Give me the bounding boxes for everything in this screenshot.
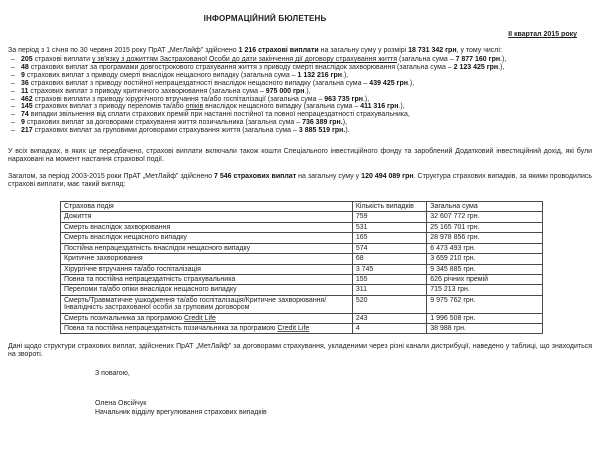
bullet-dash: –	[11, 71, 15, 79]
bullet-item	[8, 56, 592, 64]
bullet-item	[8, 64, 592, 72]
count-cell: 155	[352, 274, 426, 284]
header-insured-event: Страхова подія	[61, 202, 353, 212]
bullet-text: 11 страхових виплат з приводу критичного захворювання (загальна сума – 975 000 грн.),	[21, 87, 311, 95]
header-case-count: Кількість випадків	[352, 202, 426, 212]
table-row	[61, 323, 543, 333]
signature-name: Олена Овсійчук	[95, 400, 147, 408]
bullet-item	[8, 127, 592, 135]
bullet-dash: –	[11, 87, 15, 95]
event-cell: Хірургічне втручання та/або госпіталізація	[61, 264, 353, 274]
payouts-table	[60, 201, 543, 334]
sum-cell: 9 975 762 грн.	[427, 295, 543, 313]
table-row	[61, 233, 543, 243]
bullet-dash: –	[11, 119, 15, 127]
count-cell: 531	[352, 222, 426, 232]
bullet-item	[8, 88, 592, 96]
bullet-text: 36 страхових виплат з приводу постійної непрацездатності внаслідок нещасного випадку (загальна сума – 439 425 грн.),	[21, 79, 415, 87]
count-cell: 759	[352, 212, 426, 222]
sum-cell: 715 213 грн.	[427, 285, 543, 295]
bullet-dash: –	[11, 63, 15, 71]
count-cell: 3 745	[352, 264, 426, 274]
event-cell: Критичне захворювання	[61, 254, 353, 264]
bullet-dash: –	[11, 79, 15, 87]
bullet-text: 9 страхових виплат з приводу смерті внаслідок нещасного випадку (загальна сума – 1 132 216 грн.),	[21, 71, 349, 79]
bullet-text: 217 страхових виплат за груповими договорами страхування життя (загальна сума – 3 885 519 грн.).	[21, 127, 350, 135]
bullet-text: 462 страхові виплати з приводу хірургічного втручання та/або госпіталізації (загальна сума – 963 735 грн.),	[21, 95, 370, 103]
event-cell: Смерть внаслідок захворювання	[61, 222, 353, 232]
event-cell: Постійна непрацездатність внаслідок нещасного випадку	[61, 243, 353, 253]
signature-block	[95, 400, 592, 417]
bullet-item	[8, 111, 592, 119]
event-cell: Смерть позичальника за програмою Credit Life	[61, 313, 353, 323]
closing-line: З повагою,	[95, 370, 130, 378]
table-row	[61, 295, 543, 313]
page-title: ІНФОРМАЦІЙНИЙ БЮЛЕТЕНЬ	[203, 14, 327, 23]
table-row	[61, 254, 543, 264]
sum-cell: 6 473 493 грн.	[427, 243, 543, 253]
bullet-text: 48 страхових виплат за програмами довгострокового страхування життя з приводу смерті внаслідок захворювання (загальна сума – 2 123 425 грн.),	[21, 63, 505, 71]
event-cell: Переломи та/або опіки внаслідок нещасного випадку	[61, 285, 353, 295]
bullet-text: 205 страхові виплати у зв'язку з дожиттям Застрахованої Особи до дати закінчення дії договору страхування життя (загальна сума – 7 877 160 грн.),	[21, 56, 507, 63]
sum-cell: 1 996 508 грн.	[427, 313, 543, 323]
sum-cell: 28 978 856 грн.	[427, 233, 543, 243]
bullet-item	[8, 80, 592, 88]
sum-cell: 3 659 210 грн.	[427, 254, 543, 264]
investment-note-paragraph: У всіх випадках, в яких це передбачено, страхові виплати включали також кошти Спеціального інвестиційного фонду та зароблений Додатковий інвестиційний дохід, які були нараховані на момент настання страхової події.	[8, 148, 592, 164]
table-header-row	[61, 202, 543, 212]
header-total-sum: Загальна сума	[427, 202, 543, 212]
table-row	[61, 313, 543, 323]
table-row	[61, 212, 543, 222]
bullet-dash: –	[11, 56, 15, 63]
event-cell: Смерть/Травматичне ушкодження та/або госпіталізація/Критичне захворювання/ Інвалідність застрахованої особи за груповим договором	[61, 295, 353, 313]
bullet-dash: –	[11, 95, 15, 103]
table-row	[61, 264, 543, 274]
count-cell: 311	[352, 285, 426, 295]
sum-cell: 626 річних премій	[427, 274, 543, 284]
intro-paragraph: За період з 1 січня по 30 червня 2015 року ПрАТ „МетЛайф” здійснено 1 216 страхові виплати на загальну суму у розмірі 18 731 342 грн, у тому числі:	[8, 47, 502, 54]
bullet-item	[8, 119, 592, 127]
count-cell: 243	[352, 313, 426, 323]
bullet-text: 145 страхових виплат з приводу переломів та/або опіків внаслідок нещасного випадку (загальна сума – 411 316 грн.),	[21, 103, 405, 111]
bullet-dash: –	[11, 127, 15, 135]
table-row	[61, 243, 543, 253]
table-row	[61, 285, 543, 295]
event-cell: Повна та постійна непрацездатність страхувальника	[61, 274, 353, 284]
count-cell: 4	[352, 323, 426, 333]
event-cell: Смерть внаслідок нещасного випадку	[61, 233, 353, 243]
quarter-label-text: ІІ квартал 2015 року	[508, 31, 577, 38]
bullet-dash: –	[11, 103, 15, 111]
sum-cell: 32 607 772 грн.	[427, 212, 543, 222]
event-cell: Повна та постійна непрацездатність позичальника за програмою Credit Life	[61, 323, 353, 333]
count-cell: 165	[352, 233, 426, 243]
signature-position: Начальник відділу врегулювання страхових випадків	[95, 408, 267, 416]
sum-cell: 25 165 701 грн.	[427, 222, 543, 232]
quarter-label	[8, 31, 577, 38]
sum-cell: 9 345 885 грн.	[427, 264, 543, 274]
count-cell: 68	[352, 254, 426, 264]
payout-bullet-list	[8, 56, 592, 135]
totals-paragraph: Загалом, за період 2003-2015 роки ПрАТ „МетЛайф” здійснено 7 546 страхових виплат на загальну суму у 120 494 089 грн. Структура страхових випадків, за якими проводились страхові виплати, має такий вигляд:	[8, 173, 593, 189]
bullet-text: 74 випадки звільнення від сплати страхових премій при настанні постійної та повної непрацездатності страхувальника,	[21, 111, 410, 119]
sum-cell: 38 988 грн.	[427, 323, 543, 333]
table-row	[61, 274, 543, 284]
bullet-item	[8, 72, 592, 80]
bullet-text: 9 страхових виплат за договорами страхування життя позичальника (загальна сума – 736 389 грн.),	[21, 119, 347, 127]
bullet-dash: –	[11, 111, 15, 119]
distribution-channels-paragraph: Дані щодо структури страхових виплат, здійснених ПрАТ „МетЛайф” за договорами страхування, укладеними через різні канали дистрибуції, наведено у таблиці, що знаходиться на звороті.	[8, 343, 592, 359]
event-cell: Дожиття	[61, 212, 353, 222]
count-cell: 520	[352, 295, 426, 313]
count-cell: 574	[352, 243, 426, 253]
table-row	[61, 222, 543, 232]
